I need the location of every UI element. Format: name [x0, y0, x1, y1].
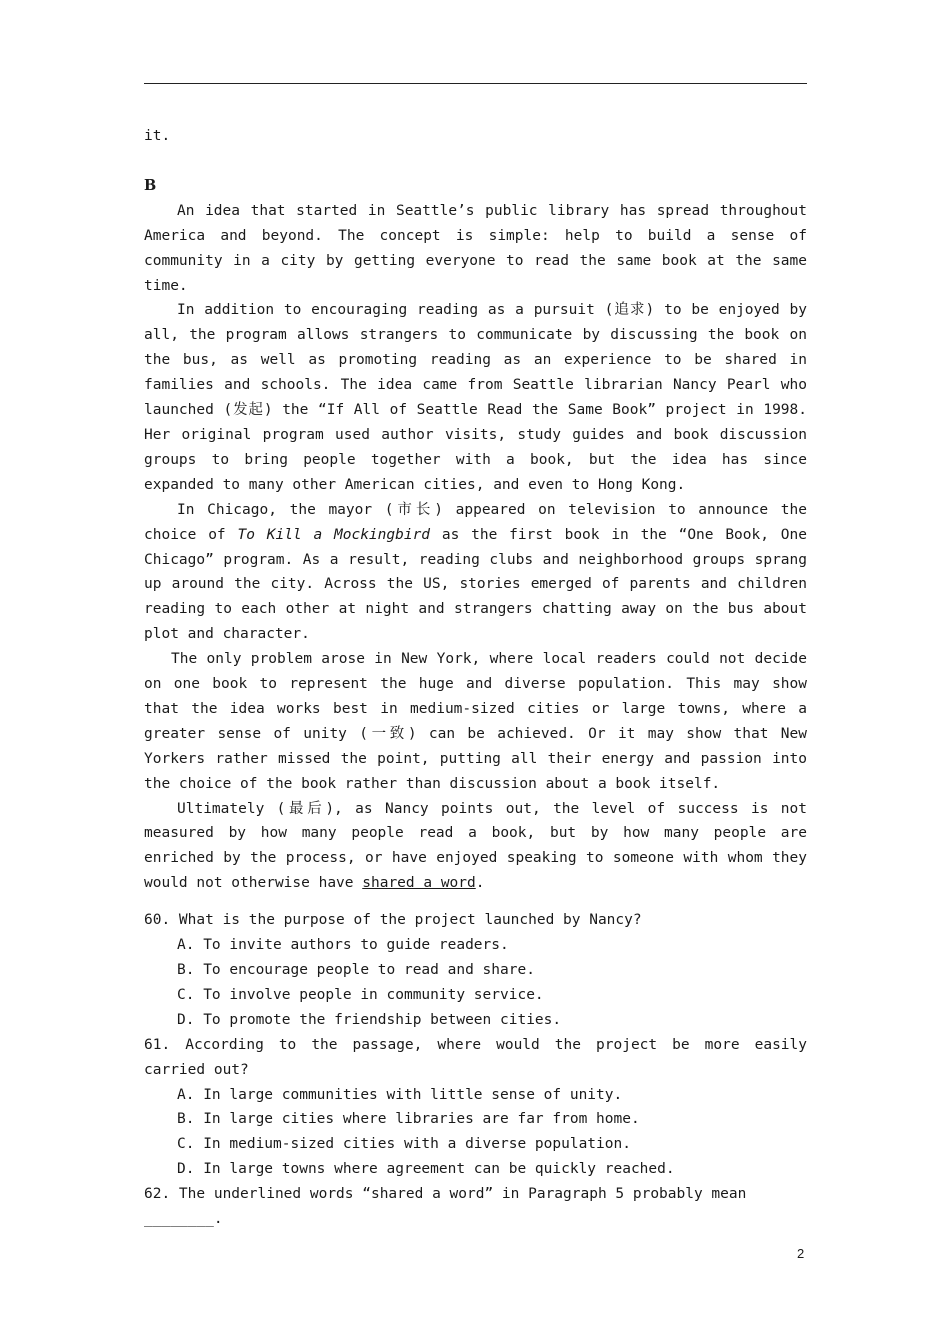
question-60-option-d: D. To promote the friendship between cities.: [177, 1011, 562, 1028]
question-61-stem: 61. According to the passage, where would the project be more easily carried out?: [144, 1036, 807, 1078]
paragraph-3-text-b: as the first book in the “One Book, One Chicago” program. As a result, reading clubs and neighborhood groups sprang up around the city. Across the US, stories emerged of parents and children reading to each other at night and strangers chatting away on the bus about plot and character.: [144, 526, 807, 643]
passage-paragraph-3: [144, 498, 807, 647]
previous-page-fragment: it.: [144, 128, 171, 144]
question-60-option-b: B. To encourage people to read and share.: [177, 962, 535, 978]
underlined-phrase: shared a word: [362, 875, 476, 892]
question-61-option-d: D. In large towns where agreement can be quickly reached.: [177, 1161, 675, 1178]
question-61-option-b: B. In large cities where libraries are far from home.: [177, 1111, 640, 1128]
question-61-option-a: A. In large communities with little sense of unity.: [177, 1086, 623, 1103]
question-60-stem: 60. What is the purpose of the project launched by Nancy?: [144, 912, 642, 929]
paragraph-3-text-a: In Chicago, the mayor (市长) appeared on television to announce the choice of: [144, 501, 807, 543]
page-number: 2: [797, 1246, 805, 1261]
question-60-option-c: C. To involve people in community service.: [177, 986, 544, 1003]
passage-paragraph-2: In addition to encouraging reading as a pursuit (追求) to be enjoyed by all, the program allows strangers to communicate by discussing the book on the bus, as well as promoting reading as an experience to be shared in families and schools. The idea came from Seattle librarian Nancy Pearl who launched (发起) the “If All of Seattle Read the Same Book” project in 1998. Her original program used author visits, study guides and book discussion groups to bring people together with a book, but the idea has since expanded to many other American cities, and even to Hong Kong.: [144, 302, 807, 493]
passage-paragraph-4: The only problem arose in New York, where local readers could not decide on one book to represent the huge and diverse population. This may show that the idea works best in medium-sized cities or large towns, where a greater sense of unity (一致) can be achieved. Or it may show that New Yorkers rather missed the point, putting all their energy and passion into the choice of the book rather than discussion about a book itself.: [144, 651, 807, 792]
passage-paragraph-1: An idea that started in Seattle’s public library has spread throughout America and beyond. The concept is simple: help to build a sense of community in a city by getting everyone to read the same book at the same time.: [144, 202, 807, 294]
question-60-option-a: A. To invite authors to guide readers.: [177, 937, 509, 954]
question-62-blank: ________.: [144, 1211, 223, 1228]
section-title: B: [144, 176, 157, 194]
paragraph-5-text-a: Ultimately (最后), as Nancy points out, the level of success is not measured by how many people read a book, but by how many people are enriched by the process, or have enjoyed speaking to someone with whom they would not otherwise have: [144, 800, 807, 892]
paragraph-5-text-b: .: [475, 875, 485, 892]
book-title: To Kill a Mockingbird: [237, 526, 431, 543]
question-61-option-c: C. In medium-sized cities with a diverse population.: [177, 1136, 631, 1153]
header-rule: [144, 83, 807, 84]
question-62-stem: 62. The underlined words “shared a word” in Paragraph 5 probably mean: [144, 1186, 747, 1203]
passage-paragraph-5: [144, 797, 807, 897]
page-content: [144, 124, 807, 1232]
question-60-options-ab: [144, 933, 807, 958]
